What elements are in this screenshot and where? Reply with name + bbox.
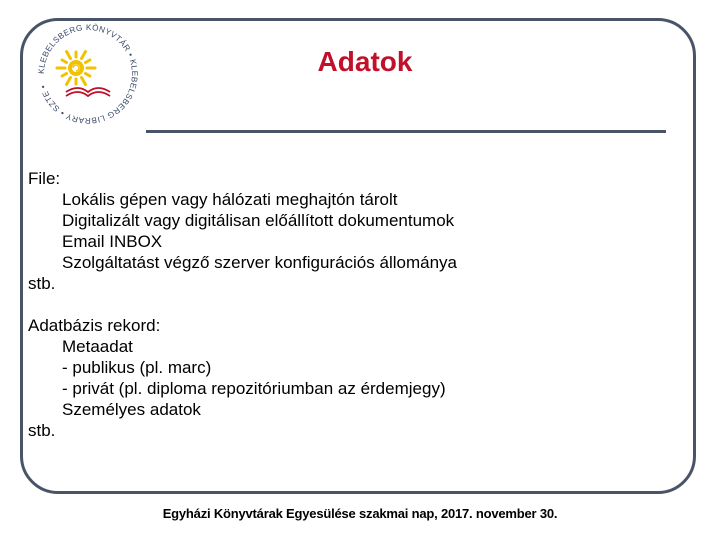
library-logo (32, 18, 144, 130)
section-trailer: stb. (28, 421, 56, 440)
slide-content (28, 168, 668, 441)
section-heading: File: (28, 169, 61, 188)
list-item: - publikus (pl. marc) (62, 358, 212, 377)
logo-ring-text: KLEBELSBERG KÖNYVTÁR • KLEBELSBERG LIBRARY • SZTE • (36, 22, 140, 126)
list-item: Metaadat (62, 337, 133, 356)
list-item: Személyes adatok (62, 400, 201, 419)
section-file (28, 168, 668, 294)
list-item: - privát (pl. diploma repozitóriumban az érdemjegy) (62, 379, 446, 398)
list-item: Lokális gépen vagy hálózati meghajtón tárolt (62, 190, 398, 209)
page-title: Adatok (317, 46, 413, 77)
section-heading: Adatbázis rekord: (28, 316, 161, 335)
library-logo-icon (32, 18, 144, 130)
title-divider (146, 130, 666, 133)
section-trailer: stb. (28, 274, 56, 293)
footer-text: Egyházi Könyvtárak Egyesülése szakmai nap, 2017. november 30. (162, 506, 558, 521)
list-item: Email INBOX (62, 232, 163, 251)
list-item: Digitalizált vagy digitálisan előállított dokumentumok (62, 211, 455, 230)
list-item: Szolgáltatást végző szerver konfigurációs állománya (62, 253, 457, 272)
section-database-record (28, 315, 668, 441)
